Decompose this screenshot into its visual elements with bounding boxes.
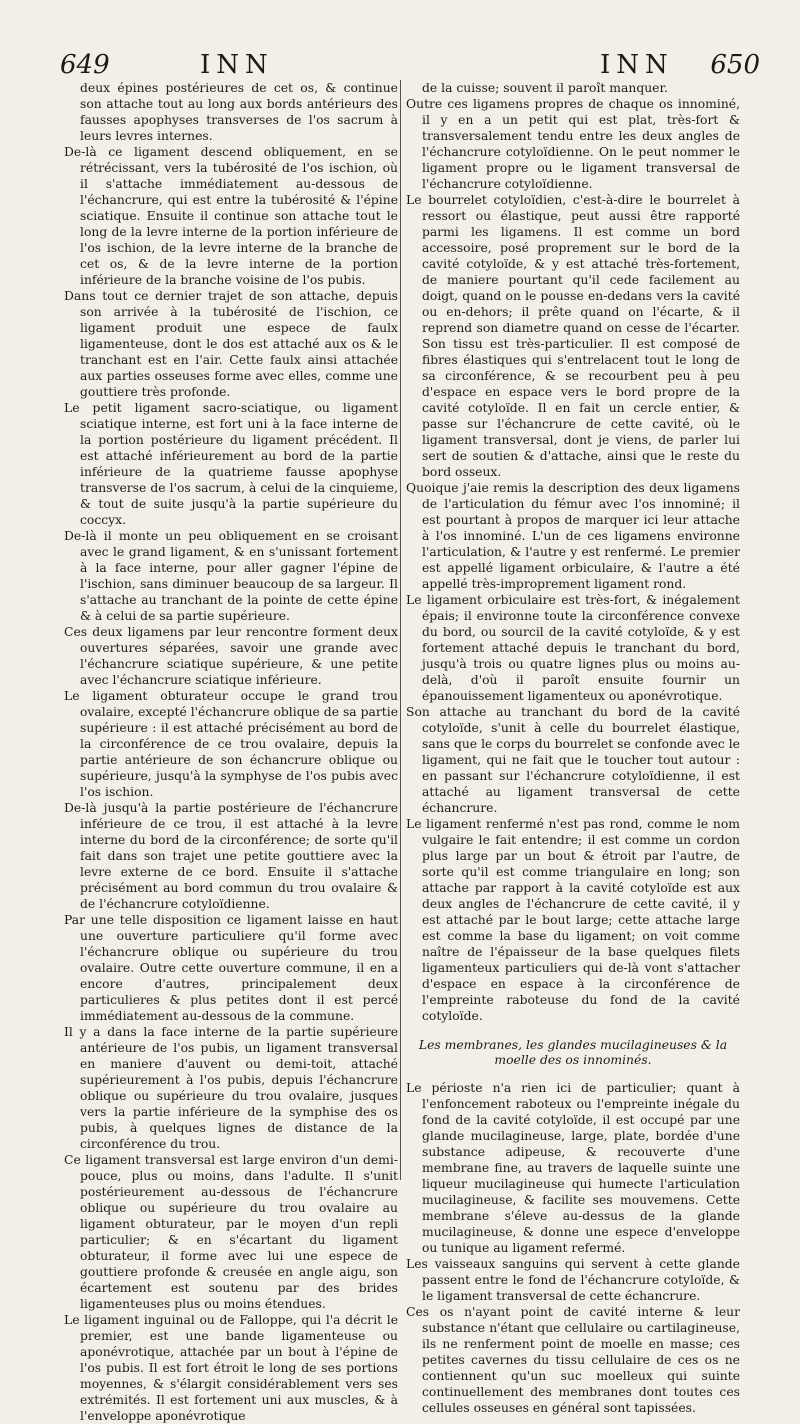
paragraph: Le ligament obturateur occupe le grand trou ovalaire, excepté l'échancrure oblique de sa partie supérieure : il est attaché précisément au bord de la circonférence de ce trou ovalaire, depuis la partie antérieure de son échancrure oblique ou supérieure, jusqu'à la symphyse de l'os pubis avec l'os ischion. — [64, 689, 398, 799]
paragraph: deux épines postérieures de cet os, & continue son attache tout au long aux bords antérieurs des fausses apophyses transverses de l'os sacrum à leurs levres internes. — [80, 81, 398, 143]
page-number-left: 649 — [60, 50, 110, 80]
left-column — [64, 80, 398, 1424]
paragraph: Dans tout ce dernier trajet de son attache, depuis son arrivée à la tubérosité de l'ischion, ce ligament produit une espece de faulx ligamenteuse, dont le dos est attaché aux os & le tranchant est en l'air. Cette faulx ainsi attachée aux parties osseuses forme avec elles, comme une gouttiere très profonde. — [64, 289, 398, 399]
paragraph: Le périoste n'a rien ici de particulier; quant à l'enfoncement raboteux ou l'empreinte inégale du fond de la cavité cotyloïde, il est occupé par une glande mucilagineuse, large, plate, bordée d'une substance adipeuse, & recouverte d'une membrane fine, au travers de laquelle suinte une liqueur mucilagineuse qui humecte l'articulation mucilagineuse, & facilite ses mouvemens. Cette membrane s'éleve au-dessus de la glande mucilagineuse, & donne une espece d'enveloppe ou tunique au ligament refermé. — [406, 1081, 740, 1255]
paragraph: Le ligament inguinal ou de Falloppe, qui l'a décrit le premier, est une bande ligamenteuse ou aponévrotique, attachée par un bout à l'épine de l'os pubis. Il est fort étroit le long de ses portions moyennes, & s'élargit considérablement vers ses extrémités. Il est fortement uni aux muscles, & à l'enveloppe aponévrotique — [64, 1313, 398, 1423]
section-title: Les membranes, les glandes mucilagineuses & la moelle des os innominés. — [418, 1038, 728, 1067]
paragraph: Il y a dans la face interne de la partie supérieure antérieure de l'os pubis, un ligament transversal en maniere d'auvent ou demi-toit, attaché supérieurement à l'os pubis, depuis l'échancrure oblique ou supérieure du trou ovalaire, jusques vers la partie inférieure de la symphise des os pubis, à quelques lignes de distance de la circonférence du trou. — [64, 1025, 398, 1151]
paragraph: Ces os n'ayant point de cavité interne & leur substance n'étant que cellulaire ou cartilagineuse, ils ne renferment point de moelle en masse; ces petites cavernes du tissu cellulaire de ces os ne contiennent qu'un suc moelleux qui suinte continuellement des membranes dont toutes ces cellules osseuses en général sont tapissées. — [406, 1305, 740, 1415]
column-divider — [400, 80, 401, 1180]
right-column — [406, 80, 740, 1416]
paragraph: Le petit ligament sacro-sciatique, ou ligament sciatique interne, est fort uni à la face interne de la portion postérieure du ligament précédent. Il est attaché inférieurement au bord de la partie inférieure de la quatrieme fausse apophyse transverse de l'os sacrum, à celui de la cinquieme, & tout de suite jusqu'à la partie supérieure du coccyx. — [64, 401, 398, 527]
paragraph: Le bourrelet cotyloïdien, c'est-à-dire le bourrelet à ressort ou élastique, peut aussi être rapporté parmi les ligamens. Il est comme un bord accessoire, posé proprement sur le bord de la cavité cotyloïde, & y est attaché très-fortement, de maniere pourtant qu'il cede facilement au doigt, quand on le pousse en-dedans vers la cavité ou en-dehors; il prête quand on l'écarte, & il reprend son diametre quand on cesse de l'écarter. Son tissu est très-particulier. Il est composé de fibres élastiques qui s'entrelacent tout le long de sa circonférence, & se recourbent peu à peu d'espace en espace vers le bord propre de la cavité cotyloïde. Il en fait un cercle entier, & passe sur l'échancrure de cette cavité, où le ligament transversal, dont je viens, de parler lui sert de soutien & d'attache, ainsi que le reste du bord osseux. — [406, 193, 740, 479]
paragraph: Quoique j'aie remis la description des deux ligamens de l'articulation du fémur avec l'os innominé; il est pourtant à propos de marquer ici leur attache à l'os innominé. L'un de ces ligamens environne l'articulation, & l'autre y est renfermé. Le premier est appellé ligament orbiculaire, & l'autre a été appellé très-improprement ligament rond. — [406, 481, 740, 591]
paragraph: Ces deux ligamens par leur rencontre forment deux ouvertures séparées, savoir une grande avec l'échancrure sciatique supérieure, & une petite avec l'échancrure sciatique inférieure. — [64, 625, 398, 687]
paragraph: Le ligament orbiculaire est très-fort, & inégalement épais; il environne toute la circonférence convexe du bord, ou sourcil de la cavité cotyloïde, & y est fortement attaché depuis le tranchant du bord, jusqu'à trois ou quatre lignes plus ou moins au-delà, d'où il paroît ensuite fournir un épanouissement ligamenteux ou aponévrotique. — [406, 593, 740, 703]
paragraph: Le ligament renfermé n'est pas rond, comme le nom vulgaire le fait entendre; il est comme un cordon plus large par un bout & étroit par l'autre, de sorte qu'il est comme triangulaire en long; son attache par rapport à la cavité cotyloïde est aux deux angles de l'échancrure de cette cavité, il y est attaché par le bout large; cette attache large est comme la base du ligament; on voit comme naître de l'épaisseur de la base quelques filets ligamenteux particuliers qui de-là vont s'attacher d'espace en espace à la circonférence de l'empreinte raboteuse du fond de la cavité cotyloïde. — [406, 817, 740, 1023]
headword-left: INN — [200, 50, 274, 80]
paragraph: De-là il monte un peu obliquement en se croisant avec le grand ligament, & en s'unissant fortement à la face interne, pour aller gagner l'épine de l'ischion, sans diminuer beaucoup de sa largeur. Il s'attache au tranchant de la pointe de cette épine & à celui de sa partie supérieure. — [64, 529, 398, 623]
paragraph: De-là jusqu'à la partie postérieure de l'échancrure inférieure de ce trou, il est attaché à la levre interne du bord de la circonférence; de sorte qu'il fait dans son trajet une petite gouttiere avec la levre externe de ce bord. Ensuite il s'attache précisément au bord commun du trou ovalaire & de l'échancrure cotyloïdienne. — [64, 801, 398, 911]
page-number-right: 650 — [710, 50, 760, 80]
paragraph: Les vaisseaux sanguins qui servent à cette glande passent entre le fond de l'échancrure cotyloïde, & le ligament transversal de cette échancrure. — [406, 1257, 740, 1303]
paragraph: de la cuisse; souvent il paroît manquer. — [422, 81, 668, 95]
paragraph: Outre ces ligamens propres de chaque os innominé, il y en a un petit qui est plat, très-fort & transversalement tendu entre les deux angles de l'échancrure cotyloïdienne. On le peut nommer le ligament propre ou le ligament transversal de l'échancrure cotyloïdienne. — [406, 97, 740, 191]
paragraph: Son attache au tranchant du bord de la cavité cotyloïde, s'unit à celle du bourrelet élastique, sans que le corps du bourrelet se confonde avec le ligament, qui ne fait que le toucher tout autour : en passant sur l'échancrure cotyloïdienne, il est attaché au ligament transversal de cette échancrure. — [406, 705, 740, 815]
paragraph: Ce ligament transversal est large environ d'un demi-pouce, plus ou moins, dans l'adulte. Il s'unit postérieurement au-dessous de l'échancrure oblique ou supérieure du trou ovalaire au ligament obturateur, par le moyen d'un repli particulier; & en s'écartant du ligament obturateur, il forme avec lui une espece de gouttiere profonde & creusée en angle aigu, son écartement est soutenu par des brides ligamenteuses plus ou moins étendues. — [64, 1153, 398, 1311]
paragraph: De-là ce ligament descend obliquement, en se rétrécissant, vers la tubérosité de l'os ischion, où il s'attache immédiatement au-dessous de l'échancrure, qui est entre la tubérosité & l'épine sciatique. Ensuite il continue son attache tout le long de la levre interne de la portion inférieure de l'os ischion, de la levre interne de la branche de cet os, & de la levre interne de la portion inférieure de la branche voisine de l'os pubis. — [64, 145, 398, 287]
paragraph: Par une telle disposition ce ligament laisse en haut une ouverture particuliere qu'il forme avec l'échancrure oblique ou supérieure du trou ovalaire. Outre cette ouverture commune, il en a encore d'autres, principalement deux particulieres & plus petites dont il est percé immédiatement au-dessous de la commune. — [64, 913, 398, 1023]
headword-right: INN — [600, 50, 674, 80]
